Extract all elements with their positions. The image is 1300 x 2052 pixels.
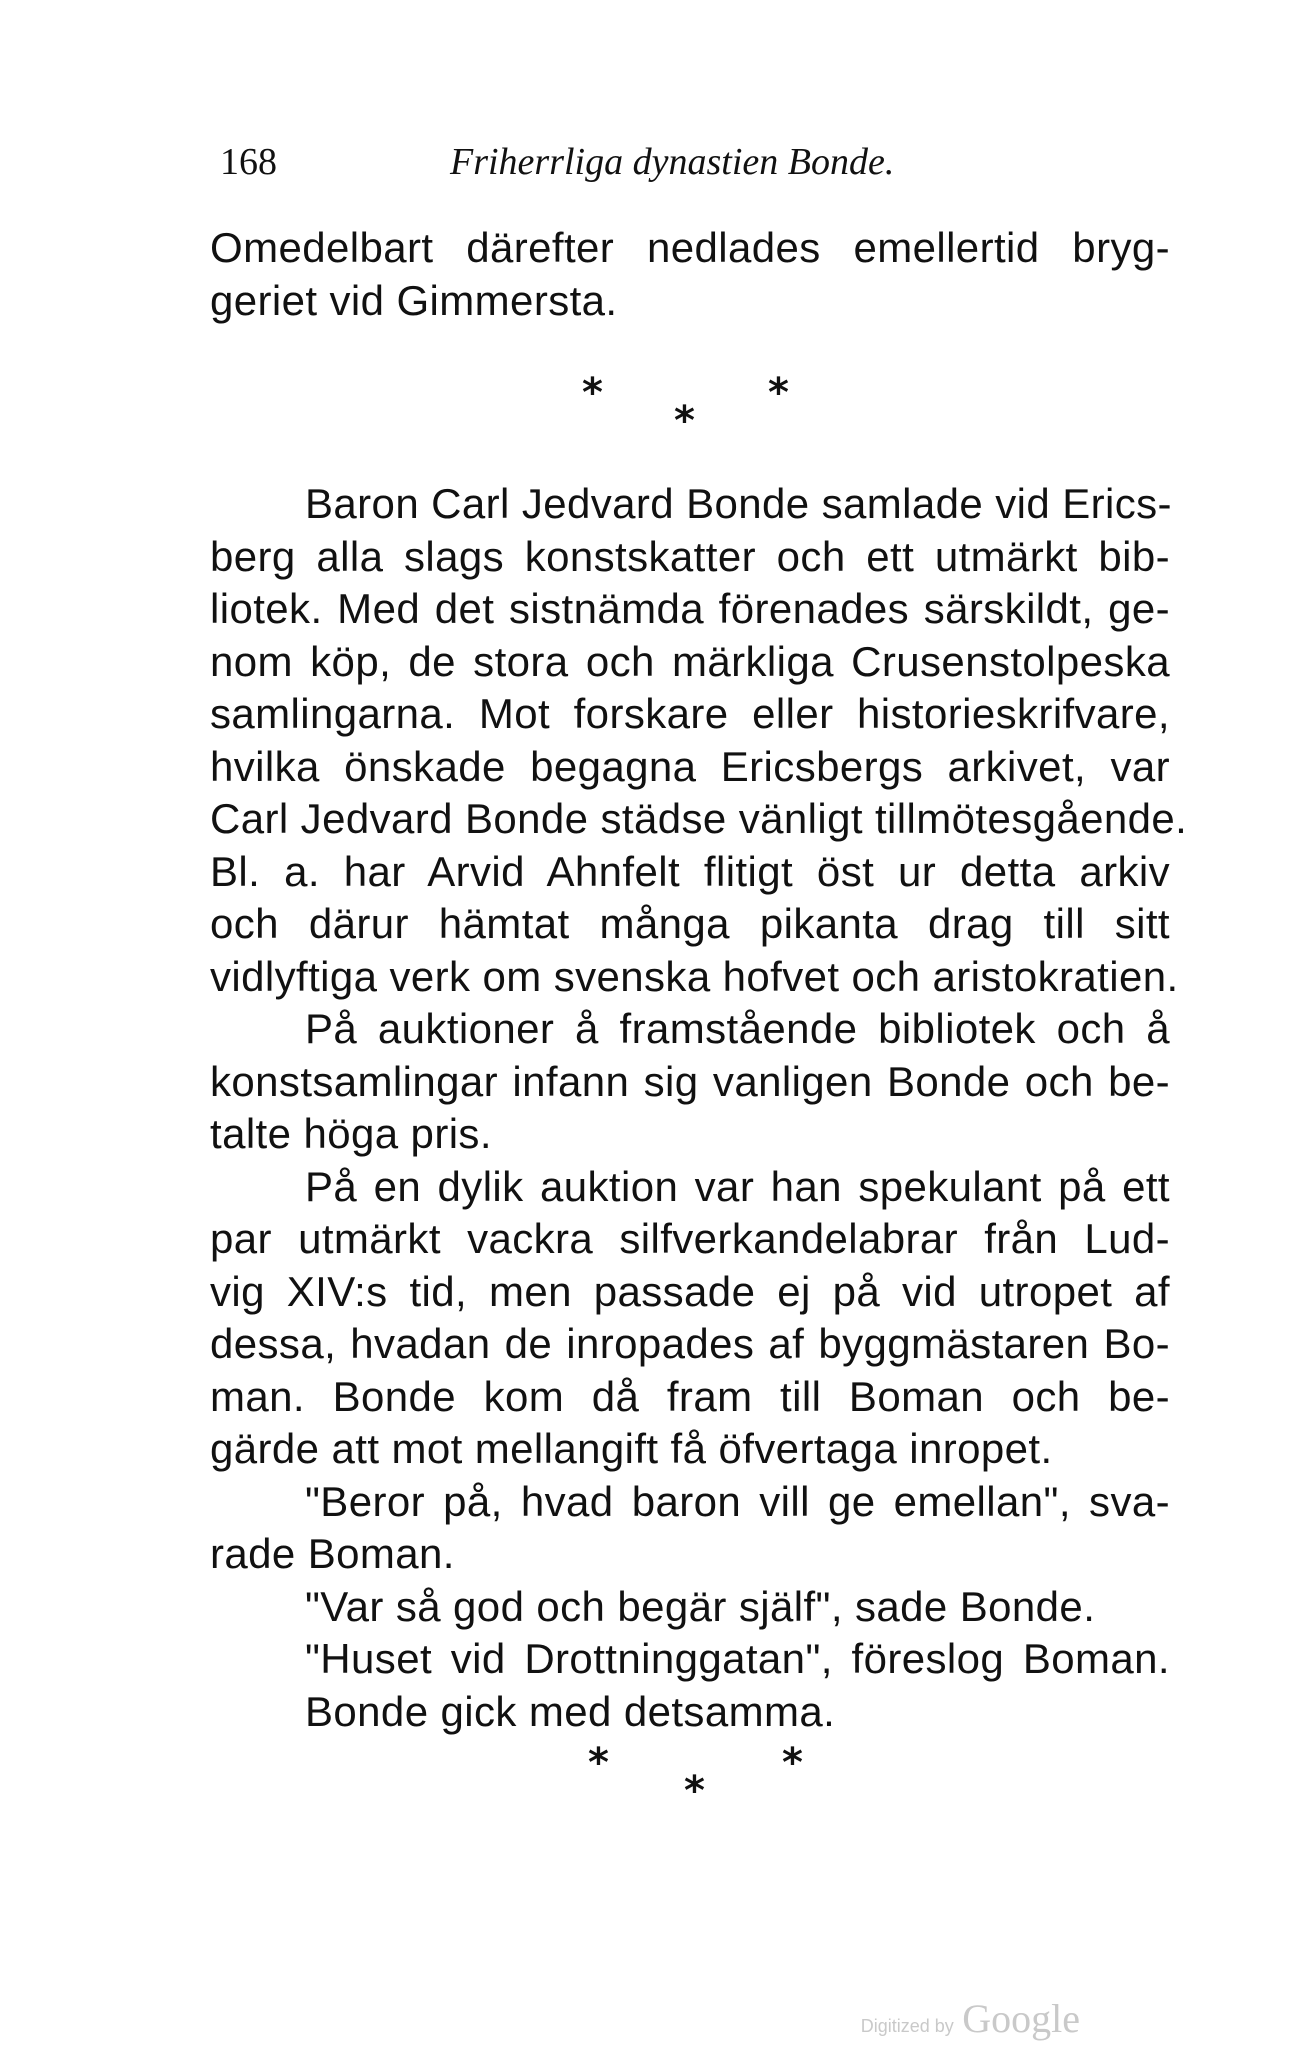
text-line: vidlyftiga verk om svenska hofvet och aristokratien. xyxy=(210,952,1179,1000)
digitized-watermark xyxy=(861,1995,1080,2042)
text-line: "Var så god och begär själf", sade Bonde. xyxy=(305,1582,1096,1630)
text-line: nom köp, de stora och märkliga Crusenstolpeska xyxy=(210,637,1170,685)
main-body-text xyxy=(210,478,1188,1738)
opening-paragraph xyxy=(210,222,1170,327)
text-line: berg alla slags konstskatter och ett utmärkt bib- xyxy=(210,532,1170,580)
text-line: par utmärkt vackra silfverkandelabrar från Lud- xyxy=(210,1215,1170,1262)
text-line: "Huset vid Drottninggatan", föreslog Boman. xyxy=(305,1635,1170,1682)
text-line: "Beror på, hvad baron vill ge emellan", sva- xyxy=(305,1477,1170,1525)
text-line: liotek. Med det sistnämda förenades särskildt, ge- xyxy=(210,585,1170,632)
text-line: Bonde gick med detsamma. xyxy=(305,1687,836,1735)
text-line: På en dylik auktion var han spekulant på ett xyxy=(305,1162,1170,1210)
text-line: Bl. a. har Arvid Ahnfelt flitigt öst ur detta arkiv xyxy=(210,847,1170,895)
text-line: dessa, hvadan de inropades af byggmästaren Bo- xyxy=(210,1320,1170,1367)
asterisk-left: * xyxy=(582,370,603,416)
google-logo: Google xyxy=(962,1996,1080,2041)
text-line: hvilka önskade begagna Ericsbergs arkivet, var xyxy=(210,742,1170,790)
text-line: man. Bonde kom då fram till Boman och be- xyxy=(210,1372,1170,1420)
text-line: talte höga pris. xyxy=(210,1110,492,1157)
text-line: Baron Carl Jedvard Bonde samlade vid Erics- xyxy=(305,480,1172,527)
asterisk-bottom: * xyxy=(674,398,695,444)
digitized-label: Digitized by xyxy=(860,2016,954,2036)
text-line: geriet vid Gimmersta. xyxy=(210,276,618,324)
running-title: Friherrliga dynastien Bonde. xyxy=(450,141,895,183)
text-line: På auktioner å framstående bibliotek och å xyxy=(305,1005,1170,1052)
page-header xyxy=(220,140,940,200)
text-line: konstsamlingar infann sig vanligen Bonde och be- xyxy=(210,1057,1170,1105)
text-line: gärde att mot mellangift få öfvertaga inropet. xyxy=(210,1425,1053,1472)
asterisk-right: * xyxy=(782,1740,803,1786)
page-number: 168 xyxy=(220,141,277,183)
text-line: samlingarna. Mot forskare eller historieskrifvare, xyxy=(210,690,1170,737)
asterisk-right: * xyxy=(768,370,789,416)
asterisk-left: * xyxy=(588,1740,609,1786)
text-line: vig XIV:s tid, men passade ej på vid utropet af xyxy=(210,1267,1170,1315)
asterisk-bottom: * xyxy=(684,1768,705,1814)
text-line: rade Boman. xyxy=(210,1530,455,1577)
text-line: och därur hämtat många pikanta drag till sitt xyxy=(210,900,1170,947)
text-line: Carl Jedvard Bonde städse vänligt tillmötesgående. xyxy=(210,795,1188,842)
text-line: Omedelbart därefter nedlades emellertid bryg- xyxy=(210,224,1170,271)
